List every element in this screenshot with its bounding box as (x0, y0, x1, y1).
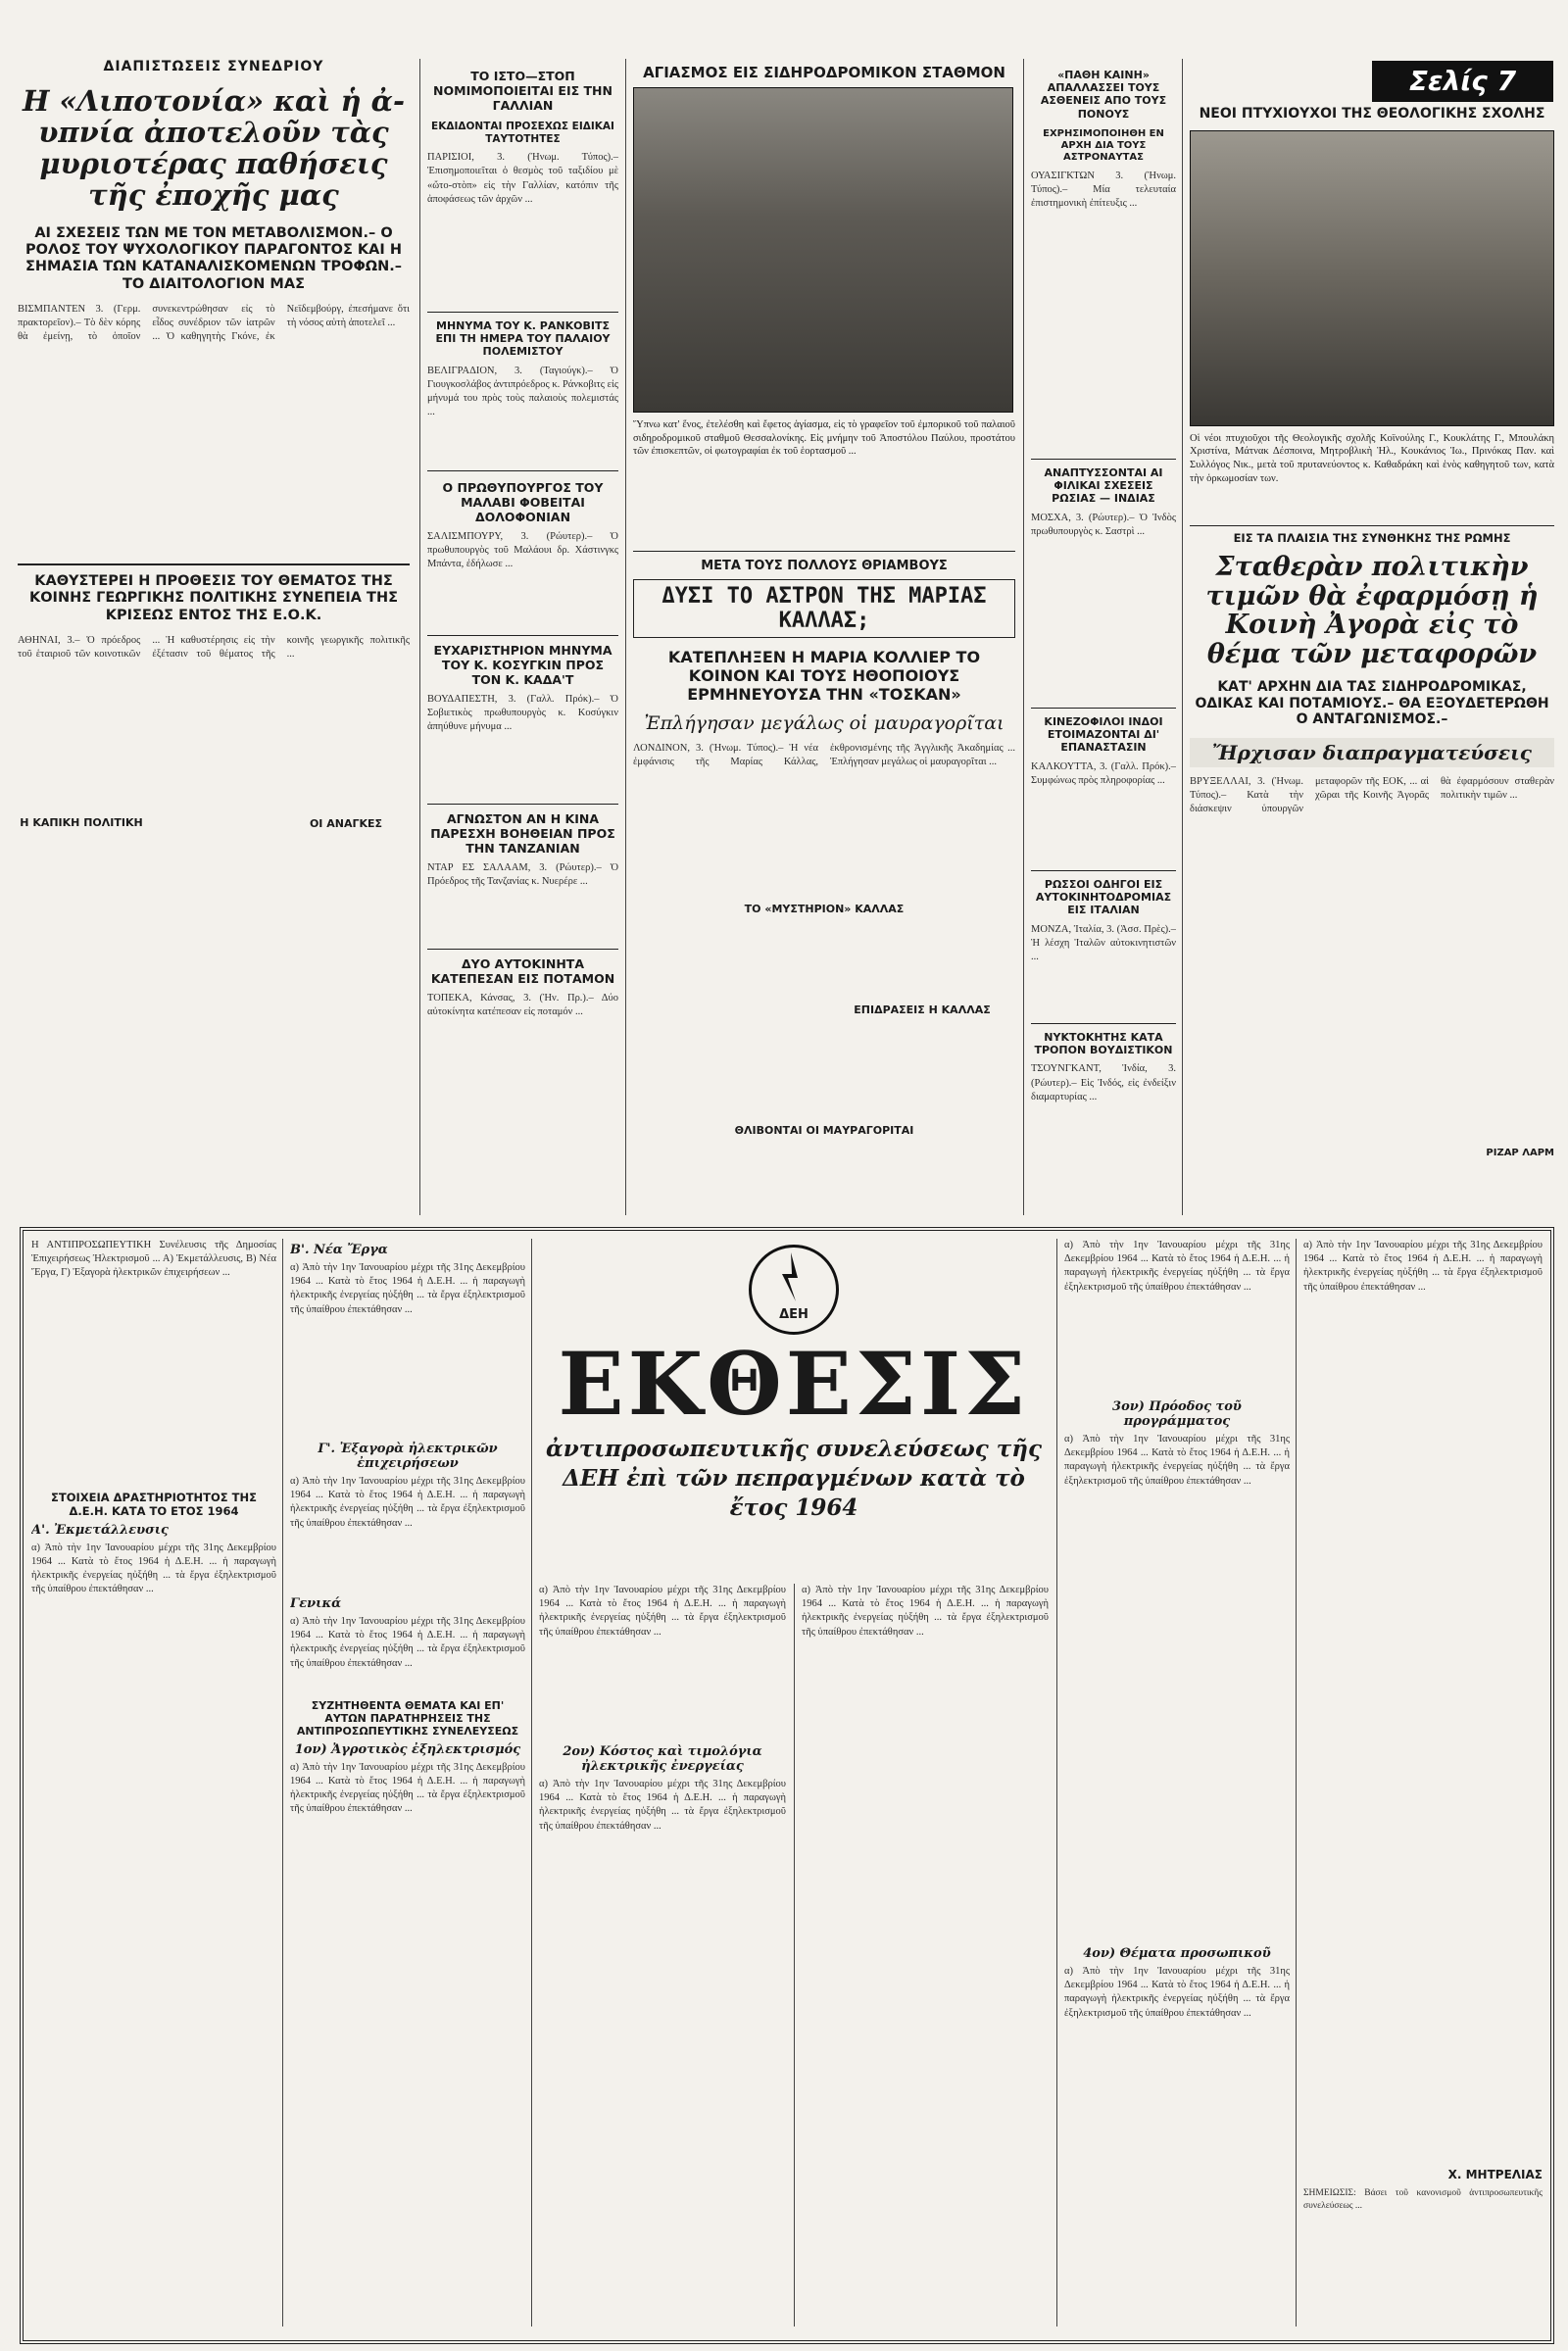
ad-body: α) Ἀπὸ τὴν 1ην Ἰανουαρίου μέχρι τῆς 31ης Δεκεμβρίου 1964 ... Κατὰ τὸ ἔτος 1964 ἡ Δ.Ε.Η. ... ἡ παραγωγὴ ἠλεκτρικῆς ἐνεργείας ηὐξήθη ... τὰ ἔργα ἐξηλεκτρισμοῦ τῆς ὑπαίθρου ἐπεκτάθησαν ... (802, 1585, 1049, 1638)
column-rule (531, 1239, 532, 2327)
ad-body: α) Ἀπὸ τὴν 1ην Ἰανουαρίου μέχρι τῆς 31ης Δεκεμβρίου 1964 ... Κατὰ τὸ ἔτος 1964 ἡ Δ.Ε.Η. ... ἡ παραγωγὴ ἠλεκτρικῆς ἐνεργείας ηὐξήθη ... τὰ ἔργα ἐξηλεκτρισμοῦ τῆς ὑπαίθρου ἐπεκτάθησαν ... (539, 1585, 786, 1638)
subhead-thlivontai: ΘΛΙΒΟΝΤΑΙ ΟΙ ΜΑΥΡΑΓΟΡΙΤΑΙ (734, 1123, 914, 1137)
article-body: ΒΙΣΜΠΑΝΤΕΝ 3. (Γερμ. πρακτορεῖον).– Τὸ δὲν κόρης θὰ ἐμείνῃ, τὸ ὁποῖον συνεκεντρώθησαν εἰς τὸ εἶδος συνέδριον τῶν ἰατρῶν ... Ὁ καθηγητὴς Γκόνε, ἐκ Νεϊδεμβούργ, ἐπεσήμανε ὅτι τὴ νόσος αὐτὴ ἀποτελεῖ ... (18, 304, 410, 343)
headline: ΑΓΙΑΣΜΟΣ ΕΙΣ ΣΙΔΗΡΟΔΡΟΜΙΚΟΝ ΣΤΑΘΜΟΝ (643, 64, 1005, 81)
headline: ΔΥΟ ΑΥΤΟΚΙΝΗΤΑ ΚΑΤΕΠΕΣΑΝ ΕΙΣ ΠΟΤΑΜΟΝ (430, 956, 615, 986)
article-body: ΣΑΛΙΣΜΠΟΥΡΥ, 3. (Ρώυτερ).– Ὁ πρωθυπουργὸς τοῦ Μαλάουι δρ. Χάστινγκς Μπάντα, ἐδήλωσε ... (427, 531, 618, 570)
article-autostop (427, 69, 618, 304)
page-number: Σελίς 7 (1408, 65, 1517, 97)
article-rankovits (427, 319, 618, 466)
ad-col-2 (290, 1239, 525, 2327)
ad-heading-a: Α'. Ἐκμετάλλευσις (31, 1522, 169, 1538)
ad-deh-report (20, 1227, 1554, 2344)
divider (1031, 708, 1176, 709)
subhead-kapiki: Η ΚΑΠΙΚΗ ΠΟΛΙΤΙΚΗ (20, 816, 143, 830)
ad-subtitle: ἀντιπροσωπευτικῆς συνελεύσεως τῆς ΔΕΗ ἐπὶ τῶν πεπραγμένων κατὰ τὸ ἔτος 1964 (546, 1436, 1042, 1521)
article-body: ΜΟΝΖΑ, Ἰταλία, 3. (Ἀσσ. Πρὲς).– Ἡ λέσχη Ἰταλῶν αὐτοκινητιστῶν ... (1031, 923, 1176, 962)
ad-heading-4: 4ον) Θέματα προσωπικοῦ (1083, 1946, 1271, 1961)
article-body: ΤΣΟΥΝΓΚΑΝΤ, Ἰνδία, 3. (Ρώυτερ).– Εἰς Ἰνδός, εἰς ἐνδείξιν διαμαρτυρίας ... (1031, 1063, 1176, 1102)
ad-heading-g: Γ'. Ἐξαγορὰ ἠλεκτρικῶν ἐπιχειρήσεων (318, 1442, 498, 1471)
column-rule (282, 1239, 283, 2327)
divider (427, 949, 618, 950)
deck: Ἐπλήγησαν μεγάλως οἱ μαυραγορῖται (644, 711, 1004, 734)
article-pathi-kaini (1031, 69, 1176, 451)
divider (1031, 870, 1176, 871)
article-malavi (427, 480, 618, 627)
headline: ΤΟ ΙΣΤΟ—ΣΤΟΠ ΝΟΜΙΜΟΠΟΙΕΙΤΑΙ ΕΙΣ ΤΗΝ ΓΑΛΛΙΑΝ (433, 69, 612, 113)
article-kinezofiloi (1031, 715, 1176, 862)
article-kosygin (427, 643, 618, 790)
divider (633, 551, 1015, 552)
column-rule (625, 59, 626, 1215)
article-common-market (1190, 531, 1554, 1217)
headline: ΝΥΚΤΟΚΗΤΗΣ ΚΑΤΑ ΤΡΟΠΟΝ ΒΟΥΔΙΣΤΙΚΟΝ (1034, 1031, 1173, 1057)
article-body: ΝΤΑΡ ΕΣ ΣΑΛΑΑΜ, 3. (Ρώυτερ).– Ὁ Πρόεδρος τῆς Τανζανίας κ. Νυερέρε ... (427, 862, 618, 888)
page-number-badge (1372, 61, 1553, 102)
headline: ΑΓΝΩΣΤΟΝ ΑΝ Η ΚΙΝΑ ΠΑΡΕΣΧΗ ΒΟΗΘΕΙΑΝ ΠΡΟΣ ΤΗΝ ΤΑΝΖΑΝΙΑΝ (430, 811, 615, 856)
headline: Η «Λιποτονία» καὶ ἡ ἀ-υπνία ἀποτελοῦν τὰς μυριοτέρας παθήσεις τῆς ἐποχῆς μας (23, 84, 405, 212)
ad-body: α) Ἀπὸ τὴν 1ην Ἰανουαρίου μέχρι τῆς 31ης Δεκεμβρίου 1964 ... Κατὰ τὸ ἔτος 1964 ἡ Δ.Ε.Η. ... ἡ παραγωγὴ ἠλεκτρικῆς ἐνεργείας ηὐξήθη ... τὰ ἔργα ἐξηλεκτρισμοῦ τῆς ὑπαίθρου ἐπεκτάθησαν ... (290, 1476, 525, 1529)
photo-graduates (1190, 130, 1554, 426)
ad-col-6 (1303, 1239, 1543, 2327)
headline: ΜΗΝΥΜΑ ΤΟΥ Κ. ΡΑΝΚΟΒΙΤΣ ΕΠΙ ΤΗ ΗΜΕΡΑ ΤΟΥ ΠΑΛΑΙΟΥ ΠΟΛΕΜΙΣΤΟΥ (435, 319, 611, 359)
ad-body: α) Ἀπὸ τὴν 1ην Ἰανουαρίου μέχρι τῆς 31ης Δεκεμβρίου 1964 ... Κατὰ τὸ ἔτος 1964 ἡ Δ.Ε.Η. ... ἡ παραγωγὴ ἠλεκτρικῆς ἐνεργείας ηὐξήθη ... τὰ ἔργα ἐξηλεκτρισμοῦ τῆς ὑπαίθρου ἐπεκτάθησαν ... (1064, 1966, 1290, 2019)
ad-col-1 (31, 1239, 276, 2327)
subhead: ΚΑΤ' ΑΡΧΗΝ ΔΙΑ ΤΑΣ ΣΙΔΗΡΟΔΡΟΜΙΚΑΣ, ΟΔΙΚΑΣ ΚΑΙ ΠΟΤΑΜΙΟΥΣ.– ΘΑ ΕΞΟΥΔΕΤΕΡΩΘΗ Ο ΑΝΤΑΓΩΝΙΣΜΟΣ.– (1195, 678, 1549, 728)
divider (427, 312, 618, 313)
article-eok (18, 573, 410, 1181)
headline: ΕΥΧΑΡΙΣΤΗΡΙΟΝ ΜΗΝΥΜΑ ΤΟΥ Κ. ΚΟΣΥΓΚΙΝ ΠΡΟΣ ΤΟΝ Κ. ΚΑΔΑ'Τ (433, 643, 612, 687)
column-rule (1182, 59, 1183, 1215)
photo-caption: Οἱ νέοι πτυχιοῦχοι τῆς Θεολογικῆς σχολῆς Κοϊνούλης Γ., Κουκλάτης Γ., Μπουλάκη Χριστίνα, Μάτνακ Δέσποινα, Μητροβλικὴ Ἡλ., Κουκάνιος Ἰω., Πρινόκας Παν. καὶ Συλλόγος Νικ., μετὰ τοῦ πρυτανεύοντος κ. Καθαδράκη καὶ ἑνὸς καθηγητοῦ των, κατὰ τὴν ὁρκωμοσίαν των. (1190, 432, 1554, 484)
kicker: ΔΙΑΠΙΣΤΩΣΕΙΣ ΣΥΝΕΔΡΙΟΥ (103, 59, 324, 74)
ad-col-4 (802, 1584, 1049, 2327)
divider (427, 635, 618, 636)
article-agiasmos (633, 64, 1015, 544)
article-russoi-odigoi (1031, 878, 1176, 1015)
divider (427, 470, 618, 471)
column-rule (419, 59, 420, 1215)
deh-logo-icon (749, 1245, 839, 1335)
headline: ΑΝΑΠΤΥΣΣΟΝΤΑΙ ΑΙ ΦΙΛΙΚΑΙ ΣΧΕΣΕΙΣ ΡΩΣΙΑΣ — ΙΝΔΙΑΣ (1044, 466, 1163, 506)
divider (1031, 1023, 1176, 1024)
article-body: ΑΘΗΝΑΙ, 3.– Ὁ πρόεδρος τοῦ ἑταιριοῦ τῶν κοινοτικῶν ... Ἡ καθυστέρησις εἰς τὴν ἐξέτασιν τοῦ θέματος τῆς κοινῆς γεωργικῆς πολιτικῆς ... (18, 635, 410, 661)
headline: ΚΙΝΕΖΟΦΙΛΟΙ ΙΝΔΟΙ ΕΤΟΙΜΑΖΟΝΤΑΙ ΔΙ' ΕΠΑΝΑΣΤΑΣΙΝ (1044, 715, 1163, 755)
article-body: ΚΑΛΚΟΥΤΤΑ, 3. (Γαλλ. Πρόκ).– Συμφώνως πρὸς πληροφορίας ... (1031, 760, 1176, 786)
article-body: ΠΑΡΙΣΙΟΙ, 3. (Ἠνωμ. Τύπος).– Ἐπισημοποιεῖται ὁ θεσμὸς τοῦ ταξιδίου μὲ «ὤτο-στὸπ» εἰς τὴν Γαλλίαν, κατόπιν τῆς ἀποφάσεως τῶν ἀρχῶν ... (427, 152, 618, 205)
subhead-mystirion: ΤΟ «ΜΥΣΤΗΡΙΟΝ» ΚΑΛΛΑΣ (744, 902, 905, 915)
divider (1031, 459, 1176, 460)
article-russia-india (1031, 466, 1176, 702)
subhead: ΕΚΔΙΔΟΝΤΑΙ ΠΡΟΣΕΧΩΣ ΕΙΔΙΚΑΙ ΤΑΥΤΟΤΗΤΕΣ (431, 121, 614, 145)
ad-heading-3: 3ον) Πρόοδος τοῦ προγράμματος (1112, 1399, 1242, 1429)
divider (427, 804, 618, 805)
article-kallas (633, 559, 1015, 1215)
ad-col-3 (539, 1584, 786, 2327)
article-lipotonia (18, 59, 410, 559)
article-theology-grads (1190, 106, 1554, 517)
subhead-anagkes: ΟΙ ΑΝΑΓΚΕΣ (309, 817, 383, 831)
divider (18, 563, 410, 565)
kicker: ΜΕΤΑ ΤΟΥΣ ΠΟΛΛΟΥΣ ΘΡΙΑΜΒΟΥΣ (701, 559, 948, 573)
headline: Σταθερὰν πολιτικὴν τιμῶν θὰ ἐφαρμόσῃ ἡ Κοινὴ Ἀγορὰ εἰς τὸ θέμα τῶν μεταφορῶν (1205, 552, 1539, 670)
column-rule (1023, 59, 1024, 1215)
ad-body: α) Ἀπὸ τὴν 1ην Ἰανουαρίου μέχρι τῆς 31ης Δεκεμβρίου 1964 ... Κατὰ τὸ ἔτος 1964 ἡ Δ.Ε.Η. ... ἡ παραγωγὴ ἠλεκτρικῆς ἐνεργείας ηὐξήθη ... τὰ ἔργα ἐξηλεκτρισμοῦ τῆς ὑπαίθρου ἐπεκτάθησαν ... (1064, 1240, 1290, 1293)
ad-note: ΣΗΜΕΙΩΣΙΣ: Βάσει τοῦ κανονισμοῦ ἀντιπροσωπευτικῆς συνελεύσεως ... (1303, 2188, 1543, 2211)
article-body: ΛΟΝΔΙΝΟΝ, 3. (Ἠνωμ. Τύπος).– Ἡ νέα ἐμφάνισις τῆς Μαρίας Κάλλας, ἐκθρονισμένης τῆς Ἀγγλικῆς Ἀκαδημίας ... Ἐπλήγησαν μεγάλως οἱ μαυραγορῖται ... (633, 742, 1015, 767)
subhead: ΑΙ ΣΧΕΣΕΙΣ ΤΩΝ ΜΕ ΤΟΝ ΜΕΤΑΒΟΛΙΣΜΟΝ.– Ο ΡΟΛΟΣ ΤΟΥ ΨΥΧΟΛΟΓΙΚΟΥ ΠΑΡΑΓΟΝΤΟΣ ΚΑΙ Η ΣΗΜΑΣΙΑ ΤΩΝ ΚΑΤΑΝΑΛΙΣΚΟΜΕΝΩΝ ΤΡΟΦΩΝ.– ΤΟ ΔΙΑΙΤΟΛΟΓΙΟΝ ΜΑΣ (24, 224, 403, 292)
headline-box (633, 579, 1015, 638)
article-body: ΒΕΛΙΓΡΑΔΙΟΝ, 3. (Ταγιούγκ).– Ὁ Γιουγκοσλάβος ἀντιπρόεδρος κ. Ράνκοβιτς εἰς μήνυμά του πρὸς τοὺς παλαιοὺς πολεμιστάς ... (427, 365, 618, 418)
ad-heading-b: Β'. Νέα Ἔργα (290, 1243, 388, 1257)
ad-heading-genika: Γενικά (290, 1596, 342, 1611)
column-rule (794, 1584, 795, 2327)
ad-body: α) Ἀπὸ τὴν 1ην Ἰανουαρίου μέχρι τῆς 31ης Δεκεμβρίου 1964 ... Κατὰ τὸ ἔτος 1964 ἡ Δ.Ε.Η. ... ἡ παραγωγὴ ἠλεκτρικῆς ἐνεργείας ηὐξήθη ... τὰ ἔργα ἐξηλεκτρισμοῦ τῆς ὑπαίθρου ἐπεκτάθησαν ... (1064, 1434, 1290, 1487)
ad-heading-1: 1ον) Ἀγροτικὸς ἐξηλεκτρισμός (294, 1741, 521, 1757)
ad-body: α) Ἀπὸ τὴν 1ην Ἰανουαρίου μέχρι τῆς 31ης Δεκεμβρίου 1964 ... Κατὰ τὸ ἔτος 1964 ἡ Δ.Ε.Η. ... ἡ παραγωγὴ ἠλεκτρικῆς ἐνεργείας ηὐξήθη ... τὰ ἔργα ἐξηλεκτρισμοῦ τῆς ὑπαίθρου ἐπεκτάθησαν ... (290, 1262, 525, 1315)
byline: ΡΙΖΑΡ ΛΑΡΜ (1486, 1148, 1554, 1159)
column-rule (1056, 1239, 1057, 2327)
article-body: ΒΡΥΞΕΛΛΑΙ, 3. (Ἠνωμ. Τύπος).– Κατὰ τὴν διάσκεψιν ὑπουργῶν μεταφορῶν τῆς ΕΟΚ, ... αἱ χῶραι τῆς Κοινῆς Ἀγορᾶς θὰ ἐφαρμόσουν σταθερὰν πολιτικὴν τιμῶν ... (1190, 776, 1554, 815)
ad-title: ΕΚΘΕΣΙΣ (558, 1333, 1030, 1435)
article-tanzania (427, 811, 618, 939)
headline: ΔΥΣΙ ΤΟ ΑΣΤΡΟΝ ΤΗΣ ΜΑΡΙΑΣ ΚΑΛΛΑΣ; (662, 584, 987, 633)
article-cars-river (427, 956, 618, 1211)
deh-logo-text: ΔΕΗ (779, 1307, 808, 1322)
article-nyktokitis (1031, 1031, 1176, 1212)
headline: ΡΩΣΣΟΙ ΟΔΗΓΟΙ ΕΙΣ ΑΥΤΟΚΙΝΗΤΟΔΡΟΜΙΑΣ ΕΙΣ ΙΤΑΛΙΑΝ (1035, 878, 1172, 917)
headline: «ΠΑΘΗ ΚΑΙΝΗ» ΑΠΑΛΛΑΣΣΕΙ ΤΟΥΣ ΑΣΘΕΝΕΙΣ ΑΠΟ ΤΟΥΣ ΠΟΝΟΥΣ (1040, 69, 1167, 121)
ad-body: α) Ἀπὸ τὴν 1ην Ἰανουαρίου μέχρι τῆς 31ης Δεκεμβρίου 1964 ... Κατὰ τὸ ἔτος 1964 ἡ Δ.Ε.Η. ... ἡ παραγωγὴ ἠλεκτρικῆς ἐνεργείας ηὐξήθη ... τὰ ἔργα ἐξηλεκτρισμοῦ τῆς ὑπαίθρου ἐπεκτάθησαν ... (31, 1542, 276, 1595)
ad-intro: Η ΑΝΤΙΠΡΟΣΩΠΕΥΤΙΚΗ Συνέλευσις τῆς Δημοσίας Ἐπιχειρήσεως Ἠλεκτρισμοῦ ... Α) Ἐκμετάλλευσις, Β) Νέα Ἔργα, Γ) Ἐξαγορὰ ἠλεκτρικῶν ἐπιχειρήσεων ... (31, 1240, 276, 1279)
photo-agiasmos (633, 87, 1013, 413)
kicker: ΕΙΣ ΤΑ ΠΛΑΙΣΙΑ ΤΗΣ ΣΥΝΘΗΚΗΣ ΤΗΣ ΡΩΜΗΣ (1233, 531, 1511, 545)
ad-heading-stoixeia: ΣΤΟΙΧΕΙΑ ΔΡΑΣΤΗΡΙΟΤΗΤΟΣ ΤΗΣ Δ.Ε.Η. ΚΑΤΑ ΤΟ ΕΤΟΣ 1964 (51, 1491, 257, 1518)
ad-body: α) Ἀπὸ τὴν 1ην Ἰανουαρίου μέχρι τῆς 31ης Δεκεμβρίου 1964 ... Κατὰ τὸ ἔτος 1964 ἡ Δ.Ε.Η. ... ἡ παραγωγὴ ἠλεκτρικῆς ἐνεργείας ηὐξήθη ... τὰ ἔργα ἐξηλεκτρισμοῦ τῆς ὑπαίθρου ἐπεκτάθησαν ... (290, 1616, 525, 1669)
divider (1190, 525, 1554, 526)
ad-body: α) Ἀπὸ τὴν 1ην Ἰανουαρίου μέχρι τῆς 31ης Δεκεμβρίου 1964 ... Κατὰ τὸ ἔτος 1964 ἡ Δ.Ε.Η. ... ἡ παραγωγὴ ἠλεκτρικῆς ἐνεργείας ηὐξήθη ... τὰ ἔργα ἐξηλεκτρισμοῦ τῆς ὑπαίθρου ἐπεκτάθησαν ... (1303, 1240, 1543, 1293)
ad-body: α) Ἀπὸ τὴν 1ην Ἰανουαρίου μέχρι τῆς 31ης Δεκεμβρίου 1964 ... Κατὰ τὸ ἔτος 1964 ἡ Δ.Ε.Η. ... ἡ παραγωγὴ ἠλεκτρικῆς ἐνεργείας ηὐξήθη ... τὰ ἔργα ἐξηλεκτρισμοῦ τῆς ὑπαίθρου ἐπεκτάθησαν ... (290, 1761, 525, 1815)
subhead: ΕΧΡΗΣΙΜΟΠΟΙΗΘΗ ΕΝ ΑΡΧΗ ΔΙΑ ΤΟΥΣ ΑΣΤΡΟΝΑΥΤΑΣ (1043, 127, 1164, 163)
headline: Ο ΠΡΩΘΥΠΟΥΡΓΟΣ ΤΟΥ ΜΑΛΑΒΙ ΦΟΒΕΙΤΑΙ ΔΟΛΟΦΟΝΙΑΝ (442, 480, 604, 524)
ad-signoff: Χ. ΜΗΤΡΕΛΙΑΣ (1447, 2168, 1543, 2181)
article-body: ΟΥΑΣΙΓΚΤΩΝ 3. (Ἠνωμ. Τύπος).– Μία τελευταία ἐπιστημονικὴ ἐπίτευξις ... (1031, 170, 1176, 210)
photo-caption: Ὕπνω κατ' ἕνος, ἐτελέσθη καὶ ἔφετος ἁγίασμα, εἰς τὸ γραφεῖον τοῦ ἐμπορικοῦ τοῦ παλαιοῦ σιδηροδρομικοῦ σταθμοῦ Θεσσαλονίκης. Εἰς μνήμην τοῦ Ἀποστόλου Παύλου, προστάτου τῶν ἐπισκεπτῶν, οἱ φωτογραφίαι ἐκ τοῦ ἑορτασμοῦ ... (633, 419, 1015, 458)
headline: ΚΑΘΥΣΤΕΡΕΙ Η ΠΡΟΘΕΣΙΣ ΤΟΥ ΘΕΜΑΤΟΣ ΤΗΣ ΚΟΙΝΗΣ ΓΕΩΡΓΙΚΗΣ ΠΟΛΙΤΙΚΗΣ ΣΥΝΕΠΕΙΑ ΤΗΣ ΚΡΙΣΕΩΣ ΕΝΤΟΣ ΤΗΣ Ε.Ο.Κ. (28, 573, 398, 623)
headline: ΝΕΟΙ ΠΤΥΧΙΟΥΧΟΙ ΤΗΣ ΘΕΟΛΟΓΙΚΗΣ ΣΧΟΛΗΣ (1199, 106, 1545, 122)
subhead: ΚΑΤΕΠΛΗΞΕΝ Η ΜΑΡΙΑ ΚΟΛΛΙΕΡ ΤΟ ΚΟΙΝΟΝ ΚΑΙ ΤΟΥΣ ΗΘΟΠΟΙΟΥΣ ΕΡΜΗΝΕΥΟΥΣΑ ΤΗΝ «ΤΟΣΚΑΝ» (667, 648, 981, 705)
article-body: ΜΟΣΧΑ, 3. (Ρώυτερ).– Ὁ Ἰνδὸς πρωθυπουργὸς κ. Σαστρὶ ... (1031, 512, 1176, 537)
deck: Ἤρχισαν διαπραγματεύσεις (1190, 738, 1554, 767)
ad-body: α) Ἀπὸ τὴν 1ην Ἰανουαρίου μέχρι τῆς 31ης Δεκεμβρίου 1964 ... Κατὰ τὸ ἔτος 1964 ἡ Δ.Ε.Η. ... ἡ παραγωγὴ ἠλεκτρικῆς ἐνεργείας ηὐξήθη ... τὰ ἔργα ἐξηλεκτρισμοῦ τῆς ὑπαίθρου ἐπεκτάθησαν ... (539, 1779, 786, 1832)
article-body: ΒΟΥΔΑΠΕΣΤΗ, 3. (Γαλλ. Πρόκ).– Ὁ Σοβιετικὸς πρωθυπουργὸς κ. Κοσύγκιν ἀπηύθυνε μήνυμα ... (427, 694, 618, 733)
article-body: ΤΟΠΕΚΑ, Κάνσας, 3. (Ἠν. Πρ.).– Δύο αὐτοκίνητα κατέπεσαν εἰς ποταμόν ... (427, 993, 618, 1018)
column-rule (1296, 1239, 1297, 2327)
subhead-epidraseis: ΕΠΙΔΡΑΣΕΙΣ Η ΚΑΛΛΑΣ (854, 1003, 991, 1016)
ad-heading-2: 2ον) Κόστος καὶ τιμολόγια ἠλεκτρικῆς ἐνεργείας (563, 1744, 762, 1774)
ad-title-block (539, 1239, 1049, 1572)
ad-col-5 (1064, 1239, 1290, 2327)
ad-heading-syzitisi: ΣΥΖΗΤΗΘΕΝΤΑ ΘΕΜΑΤΑ ΚΑΙ ΕΠ' ΑΥΤΩΝ ΠΑΡΑΤΗΡΗΣΕΙΣ ΤΗΣ ΑΝΤΙΠΡΟΣΩΠΕΥΤΙΚΗΣ ΣΥΝΕΛΕΥΣΕΩΣ (296, 1699, 519, 1739)
